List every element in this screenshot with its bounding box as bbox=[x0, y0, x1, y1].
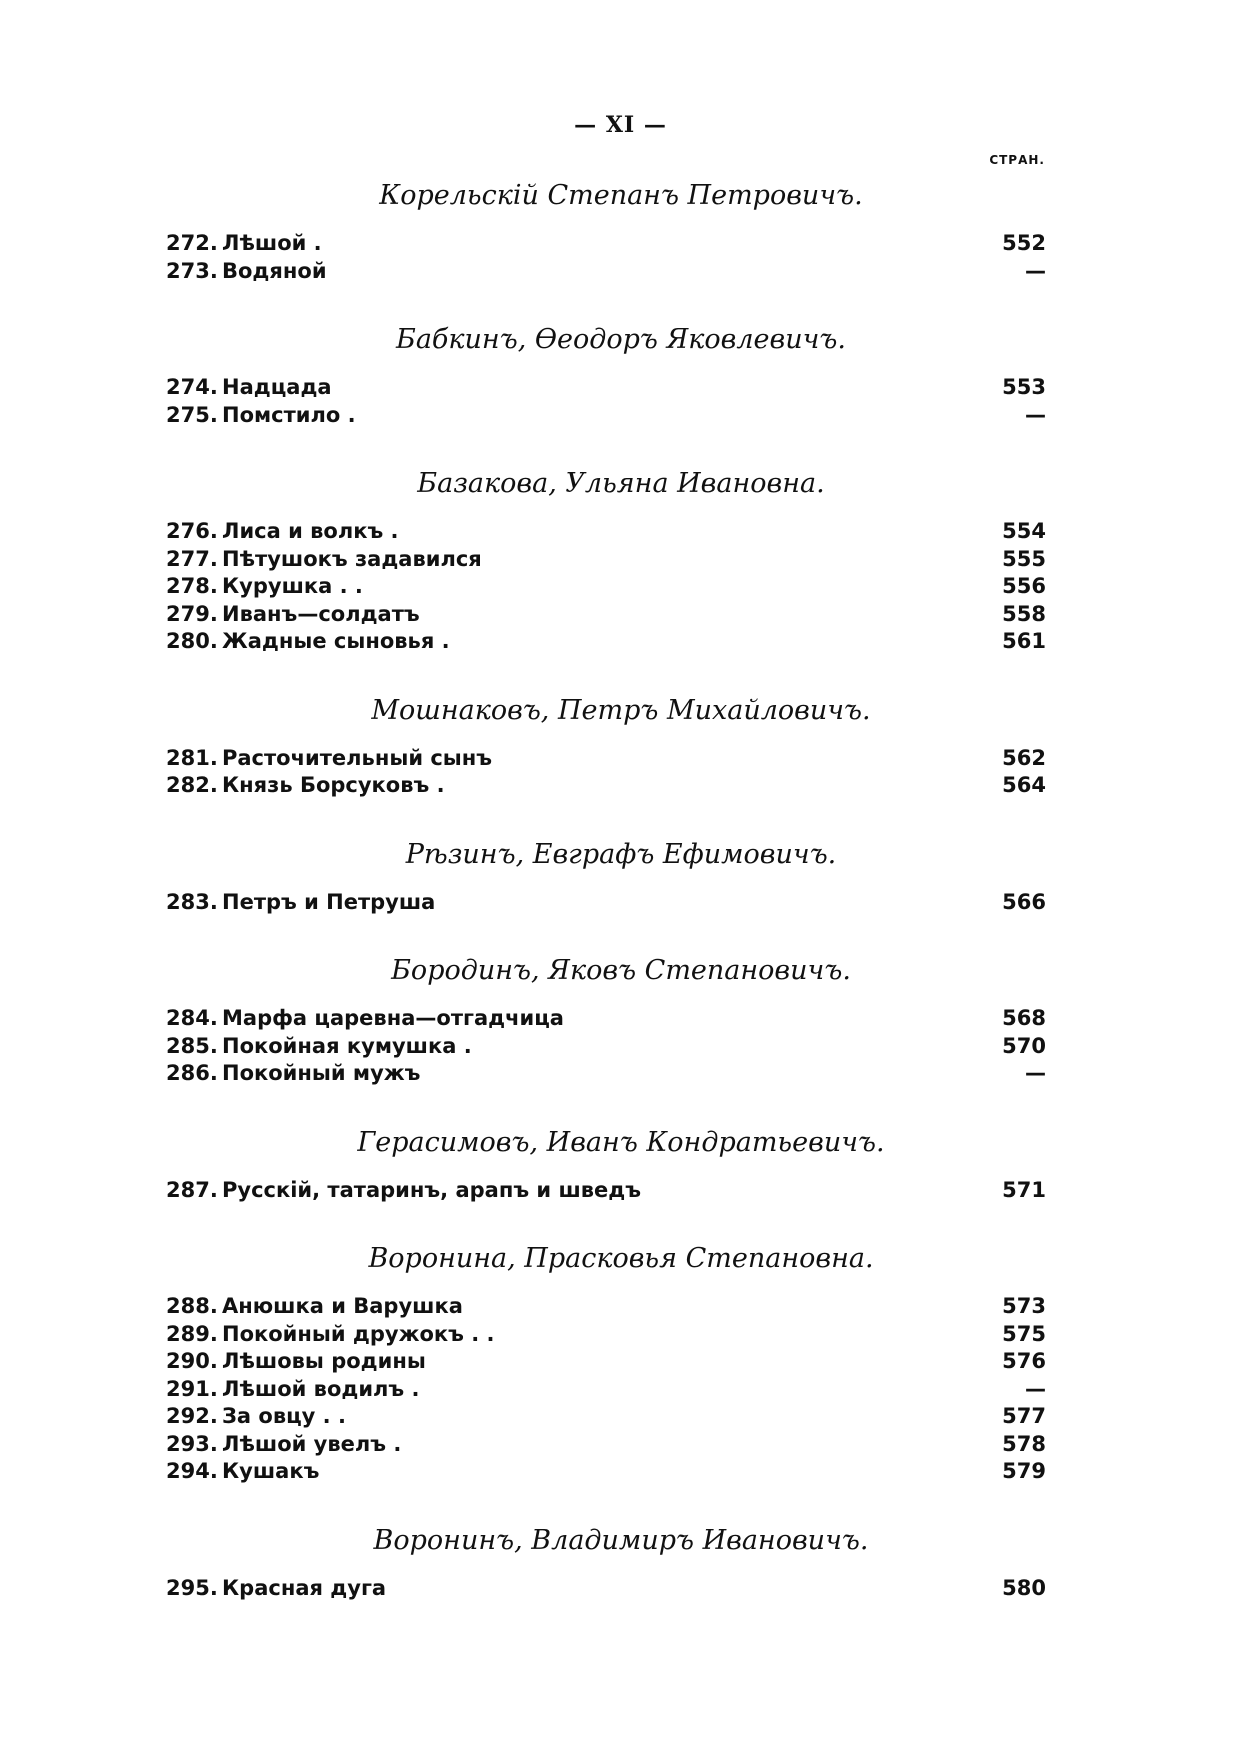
entry-page-number: 561 bbox=[1002, 629, 1046, 653]
entry-title: Кушакъ bbox=[222, 1459, 320, 1483]
toc-section bbox=[166, 1123, 1046, 1205]
entry-title: Пѣтушокъ задавился bbox=[222, 546, 482, 571]
entry-title: Курушка . . bbox=[222, 574, 363, 598]
entry-title: Анюшка и Варушка bbox=[222, 1294, 463, 1318]
author-heading: Бородинъ, Яковъ Степановичъ. bbox=[391, 955, 851, 986]
entry-number: 295. bbox=[166, 1575, 218, 1600]
entry-page-number: 554 bbox=[1002, 519, 1046, 543]
entry-number: 277. bbox=[166, 546, 218, 571]
entry-number: 279. bbox=[166, 601, 218, 626]
toc-section bbox=[166, 176, 1046, 285]
entry-number: 287. bbox=[166, 1177, 218, 1202]
toc-entry bbox=[166, 628, 1046, 656]
entry-number: 293. bbox=[166, 1431, 218, 1456]
entry-page-number: 576 bbox=[1002, 1349, 1046, 1373]
page-number-header: — XI — bbox=[574, 112, 667, 138]
entry-title: Лѣшой . bbox=[222, 231, 322, 255]
entry-title: Покойная кумушка . bbox=[222, 1033, 472, 1058]
entry-title: Лѣшой водилъ . bbox=[222, 1376, 420, 1401]
author-heading: Герасимовъ, Иванъ Кондратьевичъ. bbox=[357, 1126, 885, 1158]
entry-number: 291. bbox=[166, 1376, 218, 1401]
entry-title: Петръ и Петруша bbox=[222, 889, 436, 914]
entry-title: Водяной bbox=[222, 258, 327, 283]
entry-page-number: — bbox=[1025, 402, 1046, 427]
entry-number: 280. bbox=[166, 629, 218, 653]
author-heading: Воронина, Прасковья Степановна. bbox=[368, 1243, 874, 1274]
entry-title: Лиса и волкъ . bbox=[222, 519, 399, 543]
toc-entry bbox=[166, 772, 1046, 800]
entry-title: Лѣшой увелъ . bbox=[222, 1431, 402, 1456]
entry-title: Князь Борсуковъ . bbox=[222, 773, 445, 797]
entry-title: Покойный дружокъ . . bbox=[222, 1321, 495, 1346]
entry-page-number: 558 bbox=[1002, 601, 1046, 626]
toc-entry bbox=[166, 1348, 1046, 1376]
author-heading: Рѣзинъ, Евграфъ Ефимовичъ. bbox=[405, 838, 837, 870]
toc-entry bbox=[166, 1431, 1046, 1459]
entry-number: 282. bbox=[166, 773, 218, 797]
toc-entry bbox=[166, 1458, 1046, 1486]
entry-page-number: 575 bbox=[1002, 1321, 1046, 1346]
entry-number: 275. bbox=[166, 402, 218, 427]
entry-page-number: — bbox=[1025, 258, 1046, 283]
entry-title: Марфа царевна—отгадчица bbox=[222, 1006, 564, 1030]
toc-entry bbox=[166, 1177, 1046, 1205]
entry-page-number: 579 bbox=[1002, 1459, 1046, 1483]
entry-page-number: 553 bbox=[1002, 375, 1046, 399]
toc-entry bbox=[166, 573, 1046, 601]
entry-page-number: — bbox=[1025, 1061, 1046, 1085]
entry-page-number: 562 bbox=[1002, 745, 1046, 770]
entry-number: 294. bbox=[166, 1459, 218, 1483]
entry-number: 273. bbox=[166, 258, 218, 283]
entry-page-number: 566 bbox=[1002, 889, 1046, 914]
entry-page-number: 580 bbox=[1002, 1575, 1046, 1600]
entry-number: 286. bbox=[166, 1061, 218, 1085]
toc-entry bbox=[166, 1005, 1046, 1033]
entry-page-number: — bbox=[1025, 1376, 1046, 1401]
toc-section bbox=[166, 464, 1046, 656]
toc-entry bbox=[166, 889, 1046, 917]
author-heading: Базакова, Ульяна Ивановна. bbox=[417, 468, 825, 499]
toc-entry bbox=[166, 546, 1046, 574]
table-of-contents bbox=[166, 176, 1046, 1637]
toc-entry bbox=[166, 374, 1046, 402]
entry-page-number: 573 bbox=[1002, 1294, 1046, 1318]
entry-title: Лѣшовы родины bbox=[222, 1349, 426, 1373]
entry-page-number: 568 bbox=[1002, 1006, 1046, 1030]
toc-section bbox=[166, 320, 1046, 429]
entry-number: 290. bbox=[166, 1349, 218, 1373]
toc-entry bbox=[166, 1293, 1046, 1321]
entry-number: 292. bbox=[166, 1404, 218, 1428]
toc-section bbox=[166, 835, 1046, 917]
entry-page-number: 555 bbox=[1002, 546, 1046, 571]
toc-entry bbox=[166, 230, 1046, 258]
toc-section bbox=[166, 951, 1046, 1088]
toc-entry bbox=[166, 1575, 1046, 1603]
entry-number: 289. bbox=[166, 1321, 218, 1346]
entry-number: 284. bbox=[166, 1006, 218, 1030]
entry-title: Русскій, татаринъ, арапъ и шведъ bbox=[222, 1177, 642, 1202]
author-heading: Бабкинъ, Өеодоръ Яковлевичъ. bbox=[395, 324, 847, 355]
entry-page-number: 578 bbox=[1002, 1431, 1046, 1456]
entry-title: Жадные сыновья . bbox=[222, 629, 450, 653]
toc-entry bbox=[166, 1060, 1046, 1088]
entry-title: Покойный мужъ bbox=[222, 1061, 421, 1085]
toc-section bbox=[166, 1239, 1046, 1486]
toc-entry bbox=[166, 1033, 1046, 1061]
toc-entry bbox=[166, 601, 1046, 629]
entry-number: 278. bbox=[166, 574, 218, 598]
entry-page-number: 571 bbox=[1002, 1177, 1046, 1202]
entry-page-number: 577 bbox=[1002, 1404, 1046, 1428]
entry-number: 274. bbox=[166, 375, 218, 399]
entry-number: 281. bbox=[166, 745, 218, 770]
entry-number: 276. bbox=[166, 519, 218, 543]
toc-section bbox=[166, 691, 1046, 800]
toc-entry bbox=[166, 518, 1046, 546]
entry-page-number: 564 bbox=[1002, 773, 1046, 797]
entry-number: 285. bbox=[166, 1033, 218, 1058]
toc-entry bbox=[166, 745, 1046, 773]
entry-title: Расточительный сынъ bbox=[222, 745, 493, 770]
entry-title: Помстило . bbox=[222, 402, 356, 427]
toc-entry bbox=[166, 1376, 1046, 1404]
toc-entry bbox=[166, 1321, 1046, 1349]
entry-title: Надцада bbox=[222, 375, 332, 399]
author-heading: Корельскій Степанъ Петровичъ. bbox=[379, 180, 863, 211]
toc-entry bbox=[166, 1403, 1046, 1431]
entry-page-number: 552 bbox=[1002, 231, 1046, 255]
entry-page-number: 570 bbox=[1002, 1033, 1046, 1058]
page-column-label: СТРАН. bbox=[989, 153, 1045, 167]
entry-title: Красная дуга bbox=[222, 1575, 387, 1600]
entry-title: За овцу . . bbox=[222, 1404, 346, 1428]
entry-number: 288. bbox=[166, 1294, 218, 1318]
entry-page-number: 556 bbox=[1002, 574, 1046, 598]
entry-number: 272. bbox=[166, 231, 218, 255]
entry-title: Иванъ—солдатъ bbox=[222, 601, 420, 626]
entry-number: 283. bbox=[166, 889, 218, 914]
toc-entry bbox=[166, 402, 1046, 430]
toc-section bbox=[166, 1521, 1046, 1603]
toc-entry bbox=[166, 258, 1046, 286]
author-heading: Воронинъ, Владимиръ Ивановичъ. bbox=[373, 1524, 869, 1556]
author-heading: Мошнаковъ, Петръ Михайловичъ. bbox=[371, 694, 871, 726]
